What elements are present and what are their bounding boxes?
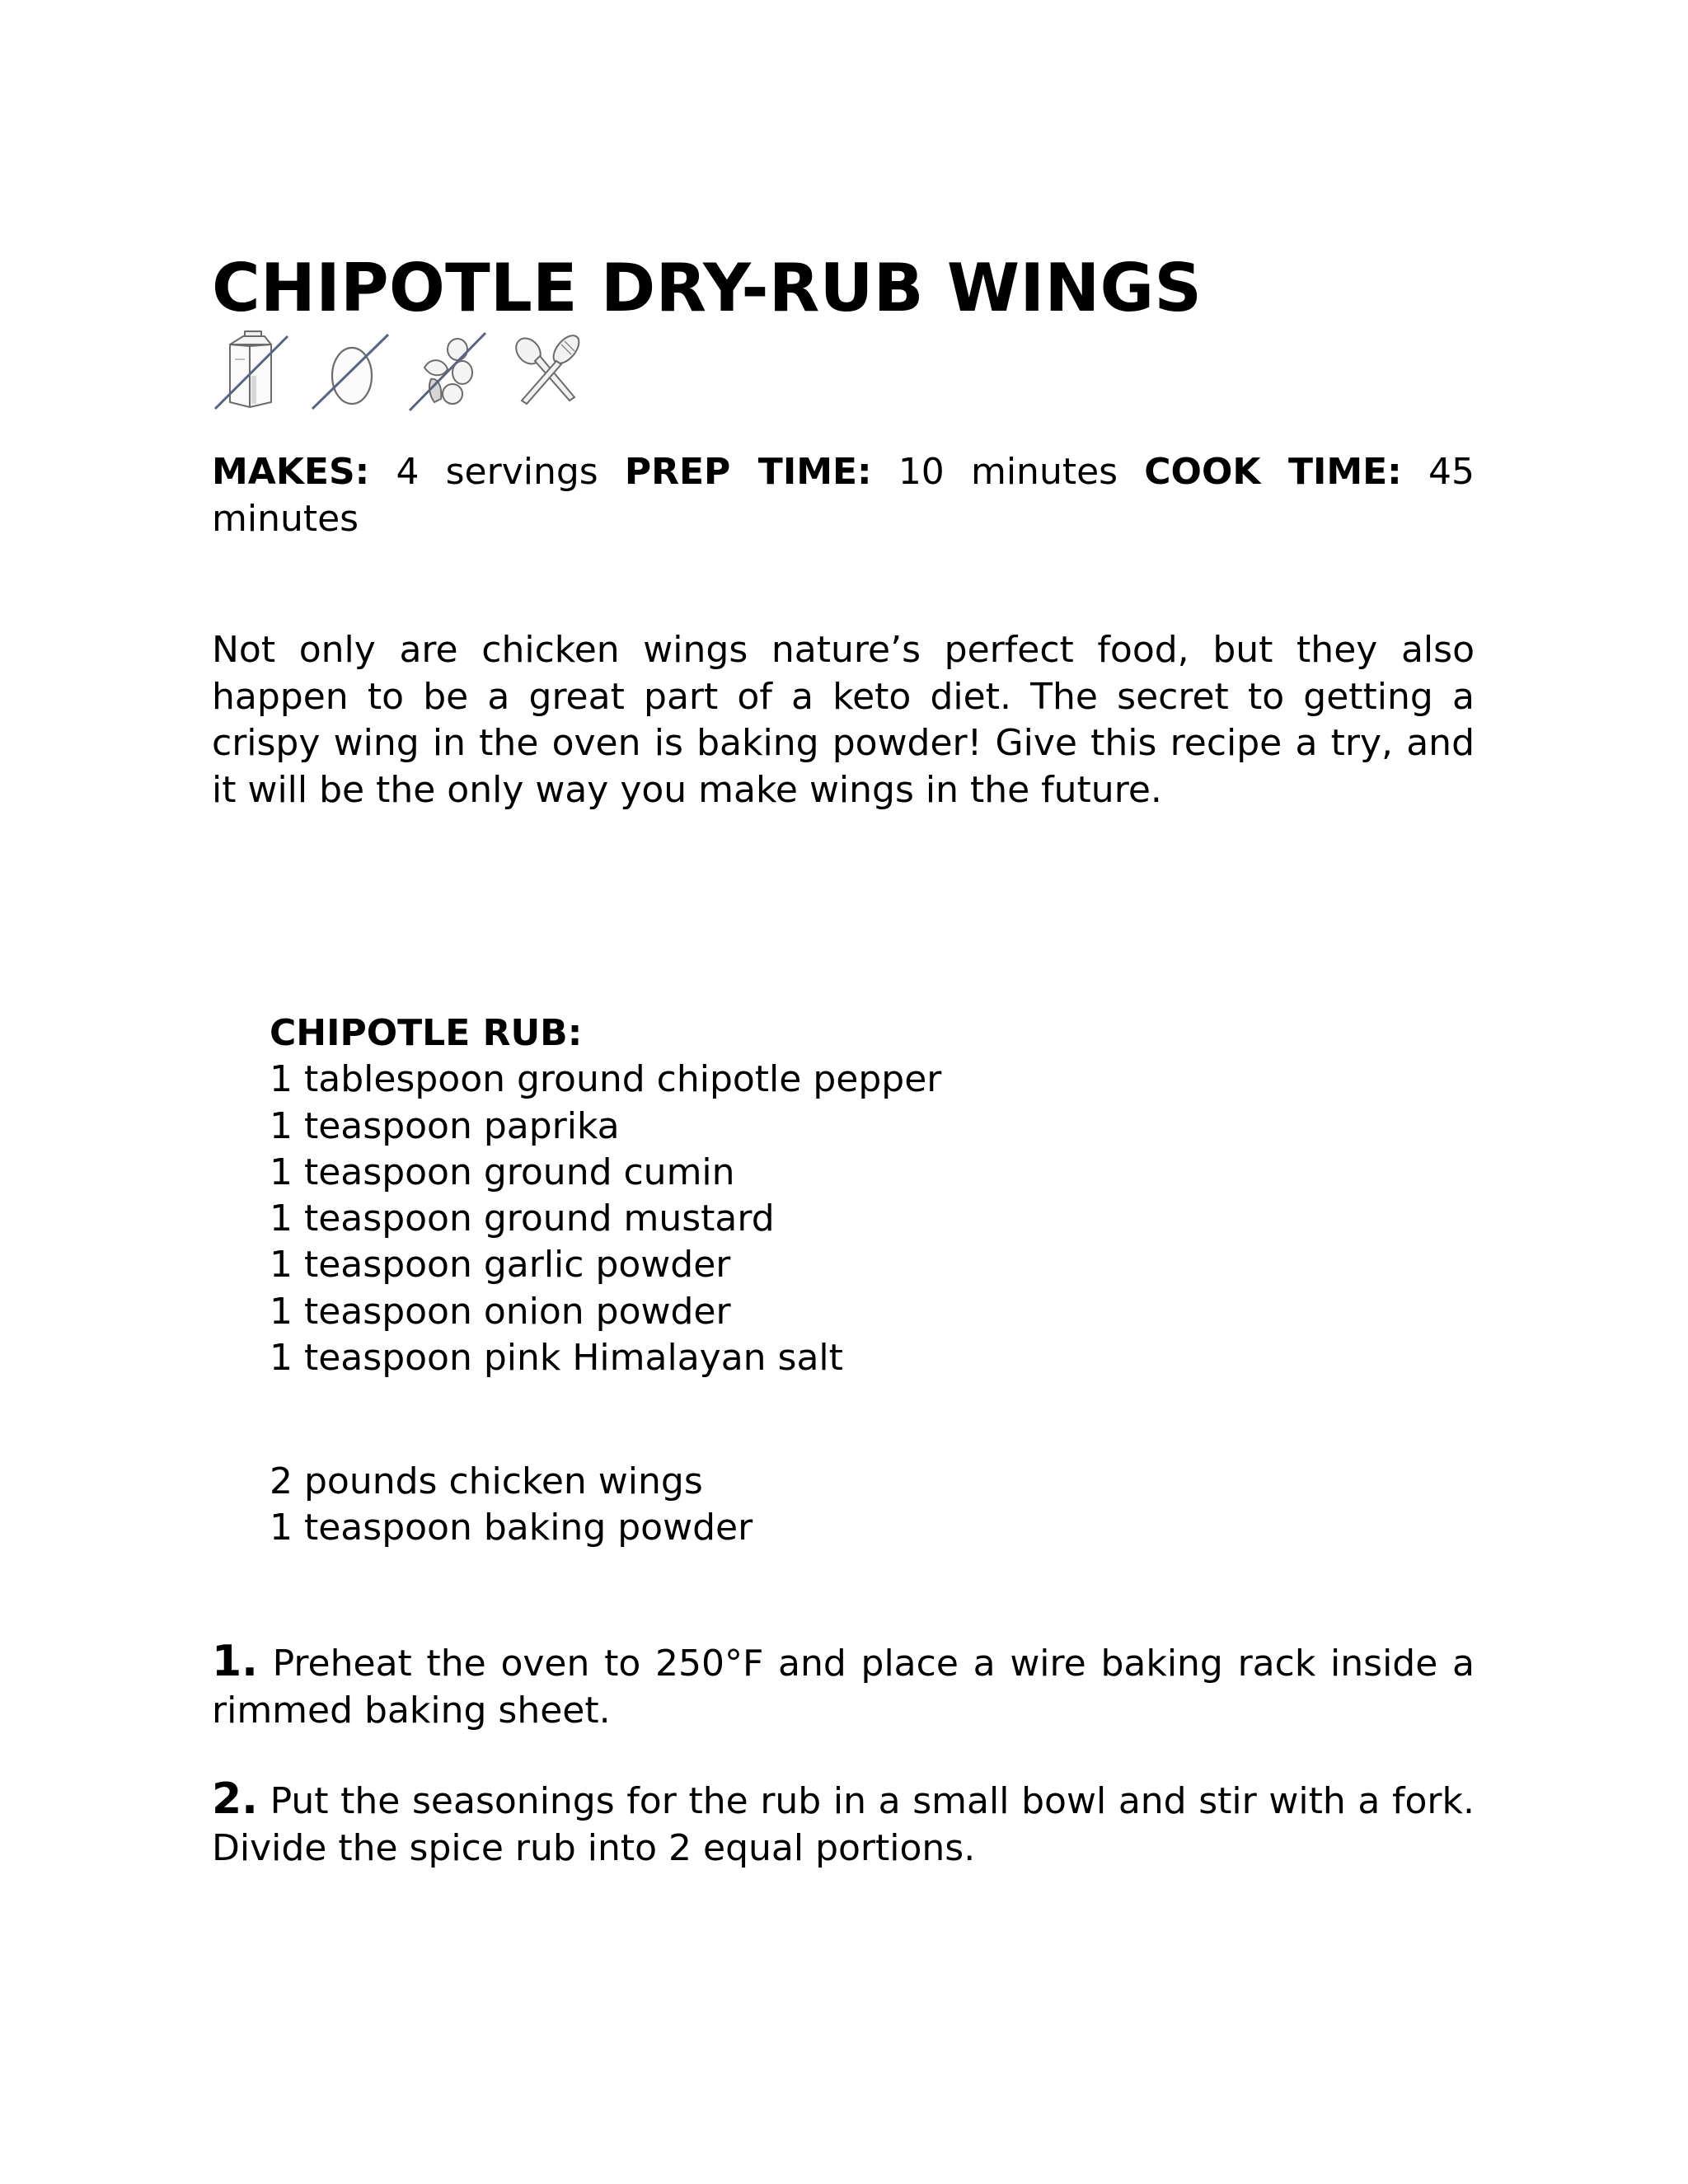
utensils-icon	[504, 326, 589, 412]
egg-free-icon	[309, 326, 395, 412]
nut-free-icon	[406, 326, 492, 412]
dietary-icons	[212, 326, 589, 412]
ingredient-item: 1 teaspoon ground cumin	[270, 1151, 735, 1193]
makes-value: 4 servings	[396, 451, 598, 493]
ingredient-item: 1 teaspoon garlic powder	[270, 1244, 731, 1286]
prep-time-value: 10 minutes	[898, 451, 1118, 493]
recipe-intro: Not only are chicken wings nature’s perfect food, but they also happen to be a great part of a keto diet. The secret to getting a crispy wing in the oven is baking powder! Give this recipe a try, and it will be the only way you make wings in the future.	[212, 629, 1475, 812]
makes-label: MAKES:	[212, 451, 370, 493]
instruction-step	[212, 1776, 1475, 1872]
dairy-free-icon	[212, 326, 298, 412]
ingredient-item: 1 teaspoon paprika	[270, 1104, 620, 1147]
main-ingredients-list	[270, 1459, 753, 1552]
step-text: Preheat the oven to 250°F and place a wire baking rack inside a rimmed baking sheet.	[212, 1643, 1475, 1732]
cook-time-label: COOK TIME:	[1144, 451, 1402, 493]
step-number: 2.	[212, 1774, 258, 1824]
recipe-meta	[212, 448, 1475, 542]
rub-ingredients-list	[270, 1010, 941, 1381]
rub-heading: CHIPOTLE RUB:	[270, 1012, 583, 1054]
recipe-title: CHIPOTLE DRY-RUB WINGS	[212, 250, 1203, 326]
ingredient-item: 1 teaspoon ground mustard	[270, 1197, 775, 1240]
cook-time-value: 45 minutes	[212, 451, 1475, 540]
instruction-step	[212, 1638, 1475, 1734]
step-text: Put the seasonings for the rub in a small bowl and stir with a fork. Divide the spice rub into 2 equal portions.	[212, 1780, 1475, 1869]
ingredient-item: 1 teaspoon pink Himalayan salt	[270, 1337, 843, 1380]
prep-time-label: PREP TIME:	[624, 451, 872, 493]
ingredient-item: 1 tablespoon ground chipotle pepper	[270, 1058, 942, 1101]
ingredient-item: 1 teaspoon baking powder	[270, 1507, 753, 1549]
step-number: 1.	[212, 1637, 258, 1686]
ingredient-item: 1 teaspoon onion powder	[270, 1290, 731, 1333]
ingredient-item: 2 pounds chicken wings	[270, 1460, 703, 1502]
